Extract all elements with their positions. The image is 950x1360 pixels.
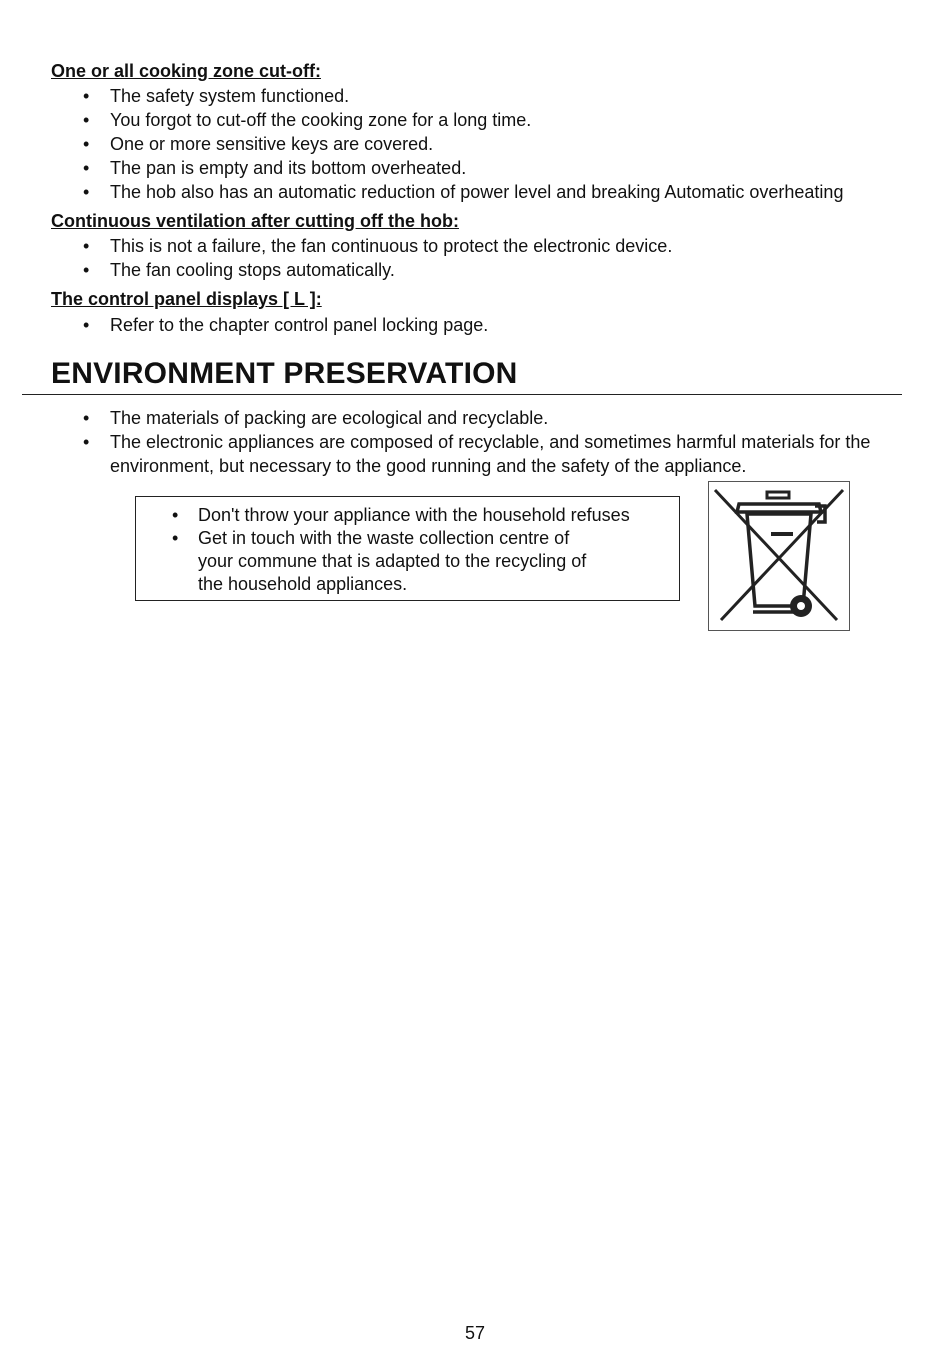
list-item: • You forgot to cut-off the cooking zone for a long time. xyxy=(0,108,843,132)
list-control-panel xyxy=(0,313,488,337)
heading-ventilation: Continuous ventilation after cutting off the hob: xyxy=(51,211,459,231)
disposal-notice-box xyxy=(135,496,680,601)
list-item: • This is not a failure, the fan continuous to protect the electronic device. xyxy=(0,234,672,258)
list-item: • The pan is empty and its bottom overheated. xyxy=(0,156,843,180)
list-item: • Don't throw your appliance with the household refuses xyxy=(136,504,668,527)
list-item: • The safety system functioned. xyxy=(0,84,843,108)
section-divider xyxy=(22,394,902,395)
list-disposal xyxy=(136,504,668,596)
heading-cutoff: One or all cooking zone cut-off: xyxy=(51,61,321,81)
list-item: • Refer to the chapter control panel locking page. xyxy=(0,313,488,337)
list-item: • The hob also has an automatic reduction of power level and breaking Automatic overheating xyxy=(0,180,843,204)
page-number: 57 xyxy=(464,1323,486,1343)
list-cutoff xyxy=(0,84,843,204)
list-item: • The materials of packing are ecological and recyclable. xyxy=(0,406,900,430)
heading-control-panel: The control panel displays [ L ]: xyxy=(51,289,322,309)
list-item: • The electronic appliances are composed of recyclable, and sometimes harmful materials for the environment, but necessary to the good running and the safety of the appliance. xyxy=(0,430,900,478)
list-item: • One or more sensitive keys are covered. xyxy=(0,132,843,156)
list-ventilation xyxy=(0,234,672,282)
list-item: • Get in touch with the waste collection centre of your commune that is adapted to the recycling of the household appliances. xyxy=(136,527,598,596)
list-item: • The fan cooling stops automatically. xyxy=(0,258,672,282)
crossed-out-wheeled-bin-icon xyxy=(708,481,850,631)
section-title-environment: ENVIRONMENT PRESERVATION xyxy=(51,357,518,390)
list-environment xyxy=(0,406,900,478)
